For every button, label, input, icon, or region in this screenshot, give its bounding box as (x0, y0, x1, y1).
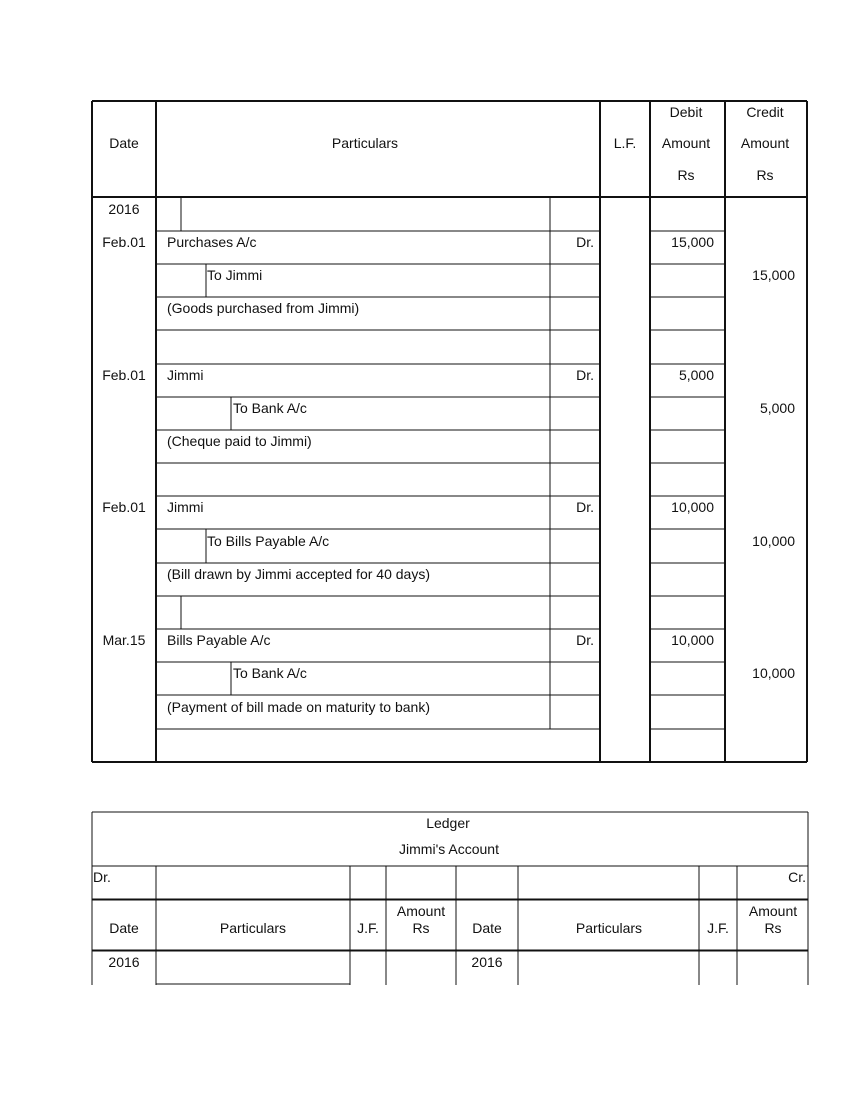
credit-amount: 15,000 (752, 267, 795, 283)
entry-date: Feb.01 (102, 499, 146, 515)
header-credit-line3: Rs (756, 167, 774, 183)
credit-account: To Jimmi (207, 267, 263, 283)
ledger-header-particulars: Particulars (575, 920, 643, 936)
debit-amount: 15,000 (671, 234, 714, 250)
header-debit-line2: Amount (661, 135, 711, 151)
ledger-account-name: Jimmi's Account (399, 841, 499, 857)
header-particulars: Particulars (331, 135, 399, 151)
narration: (Goods purchased from Jimmi) (167, 300, 360, 316)
ledger-title: Ledger (426, 815, 470, 831)
credit-account: To Bank A/c (233, 400, 307, 416)
ledger-header-amount-line2: Rs (764, 920, 782, 936)
journal-year: 2016 (108, 201, 140, 217)
dr-marker: Dr. (576, 234, 594, 250)
dr-marker: Dr. (576, 367, 594, 383)
debit-amount: 10,000 (671, 632, 714, 648)
ledger-left-year: 2016 (108, 954, 140, 970)
debit-account: Jimmi (167, 499, 204, 515)
credit-amount: 5,000 (759, 400, 795, 416)
dr-marker: Dr. (576, 499, 594, 515)
debit-account: Bills Payable A/c (167, 632, 271, 648)
header-date: Date (109, 135, 139, 151)
ledger-header-amount-line1: Amount (396, 903, 446, 919)
ledger-header-date: Date (472, 920, 502, 936)
ledger-header-jf: J.F. (357, 920, 379, 936)
ledger-header-amount-line2: Rs (412, 920, 430, 936)
header-debit-line3: Rs (677, 167, 695, 183)
entry-date: Feb.01 (102, 367, 146, 383)
header-debit-line1: Debit (669, 104, 703, 120)
header-lf: L.F. (613, 135, 637, 151)
debit-account: Purchases A/c (167, 234, 257, 250)
debit-amount: 10,000 (671, 499, 714, 515)
credit-amount: 10,000 (752, 665, 795, 681)
ledger-header-jf: J.F. (707, 920, 729, 936)
header-credit-line1: Credit (746, 104, 784, 120)
ledger-header-date: Date (109, 920, 139, 936)
ledger-header-amount-line1: Amount (748, 903, 798, 919)
header-credit-line2: Amount (740, 135, 790, 151)
narration: (Bill drawn by Jimmi accepted for 40 days) (167, 566, 430, 582)
narration: (Payment of bill made on maturity to bank) (167, 699, 431, 715)
debit-amount: 5,000 (678, 367, 714, 383)
credit-account: To Bills Payable A/c (207, 533, 330, 549)
ledger-cr-label: Cr. (788, 869, 806, 885)
debit-account: Jimmi (167, 367, 204, 383)
ledger-header-particulars: Particulars (219, 920, 287, 936)
narration: (Cheque paid to Jimmi) (167, 433, 312, 449)
entry-date: Mar.15 (102, 632, 146, 648)
dr-marker: Dr. (576, 632, 594, 648)
credit-amount: 10,000 (752, 533, 795, 549)
credit-account: To Bank A/c (233, 665, 307, 681)
ledger-dr-label: Dr. (93, 869, 111, 885)
ledger-right-year: 2016 (471, 954, 503, 970)
entry-date: Feb.01 (102, 234, 146, 250)
